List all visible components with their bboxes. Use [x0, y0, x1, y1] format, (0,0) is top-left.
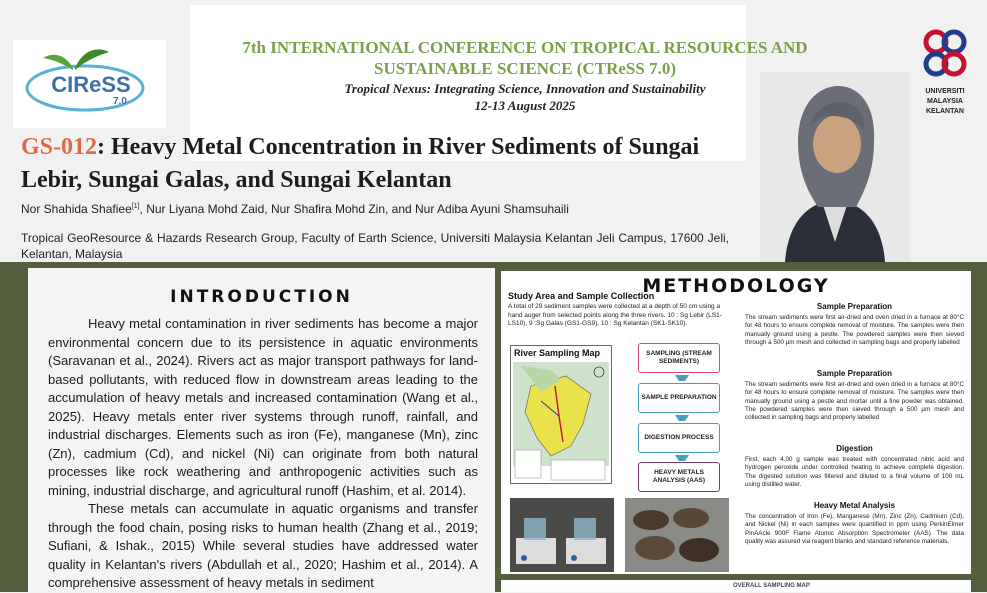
conference-tagline: Tropical Nexus: Integrating Science, Innovation and Sustainability — [344, 81, 706, 96]
flow-step-digestion: DIGESTION PROCESS — [638, 423, 720, 453]
introduction-body — [48, 315, 478, 593]
section-title: Digestion — [836, 444, 873, 453]
conference-dates: 12-13 August 2025 — [474, 98, 576, 113]
flow-step-analysis: HEAVY METALS ANALYSIS (AAS) — [638, 462, 720, 492]
study-area-text: A total of 29 sediment samples were collected at a depth of 50 cm using a hand auger from selected points along the three rivers. 10 : Sg Lebir (LS1-LS10), 9 :Sg Galas (GS1-GS9), 10 : Sg Kelantan (SK1-SK10). — [508, 303, 722, 328]
section-text: The concentration of Iron (Fe), Manganese (Mn), Zinc (Zn), Cadmium (Cd), and Nickel (Ni) in each samples were quantified in ppm using PerkinElmer PinAAcle 900F Flame Atomic Absorption Spectrometer (AAS). The data quality was assured via reagent blanks and standard reference materials. — [745, 513, 964, 545]
sampling-map — [510, 345, 612, 484]
methodology-heading: METHODOLOGY — [642, 275, 830, 297]
section-text: The stream sediments were first air-dried and oven dried in a furnace at 80°C for 48 hours to ensure complete removal of moisture. The samples were then manually ground using a pestle. The powdered samples were then sieved through a 500 µm mesh and collected in sampling bags and properly labelled — [745, 314, 964, 346]
introduction-heading: INTRODUCTION — [170, 287, 353, 307]
intro-paragraph: These metals can accumulate in aquatic organisms and transfer through the food chain, posing risks to human health (Zhang et al., 2019; Sufiani, & Ishak., 2015) While several studies have addressed water quality in Kelantan's rivers (Abdullah et al., 2020; Hashim et al., 2014). A comprehensive assessment of heavy metals in sediment — [48, 501, 478, 590]
section-title: Sample Preparation — [816, 369, 893, 378]
section-title: Sample Preparation — [816, 302, 893, 311]
paper-title: GS-012: Heavy Metal Concentration in River Sediments of Sungai Lebir, Sungai Galas, and Sungai Kelantan — [21, 134, 700, 193]
intro-paragraph: Heavy metal contamination in river sediments has become a major environmental concern due to its persistence in aquatic environments (Saravanan et al., 2024). Rivers act as major transport pathways for land-based pollutants, with reduced flow in downstream areas leading to the accumulation of heavy metals and increased contamination (Wang et al., 2025). Heavy metals enter river systems through runoff, rainfall, and industrial discharges. Elements such as iron (Fe), manganese (Mn), zinc (Zn), cadmium (Cd), and nickel (Ni) can originate from both natural processes like rock weathering and anthropogenic activities such as mining, industrial discharge, and agricultural runoff (Hashim, et al. 2014). — [48, 316, 478, 498]
overall-map-label: OVERALL SAMPLING MAP — [733, 583, 810, 589]
logo-text: CIReSS — [51, 72, 131, 97]
conference-title: 7th INTERNATIONAL CONFERENCE ON TROPICAL RESOURCES AND SUSTAINABLE SCIENCE (CTReSS 7.0) — [242, 38, 808, 78]
section-text: First, each 4.00 g sample was treated with concentrated nitric acid and hydrogen peroxide under controlled heating to achieve complete digestion. The digested solution was filtered and diluted to a final volume of 100 mL using distilled water. — [745, 456, 964, 488]
lab-photo-samples — [625, 498, 729, 572]
map-title: River Sampling Map — [514, 348, 601, 358]
paper-code: GS-012 — [21, 134, 98, 160]
study-area-title: Study Area and Sample Collection — [508, 291, 655, 301]
lab-photo-hotplate — [510, 498, 614, 572]
university-name: UNIVERSITI MALAYSIA KELANTAN — [925, 88, 965, 115]
conference-logo — [13, 40, 166, 128]
flow-step-sampling: SAMPLING (STREAM SEDIMENTS) — [638, 343, 720, 373]
author-list: Nor Shahida Shafiee[1], Nur Liyana Mohd Zaid, Nur Shafira Mohd Zin, and Nur Adiba Ayuni Shamsuhaili — [21, 202, 569, 216]
section-text: The stream sediments were first air-dried and oven dried in a furnace at 80°C for 48 hours to ensure complete removal of moisture. The samples were then manually ground using a pestle and mortar until a fine powder was obtained. The powdered samples were then sieved through a 500 µm mesh and collected in sampling bags and properly labelled — [745, 381, 964, 422]
affiliation: Tropical GeoResource & Hazards Research Group, Faculty of Earth Science, Universiti Malaysia Kelantan Jeli Campus, 17600 Jeli, Kelantan, Malaysia — [21, 231, 729, 261]
flow-step-preparation: SAMPLE PREPARATION — [638, 383, 720, 413]
section-title: Heavy Metal Analysis — [813, 501, 896, 510]
author-photo — [760, 72, 910, 262]
logo-version: 7.0 — [113, 96, 127, 107]
